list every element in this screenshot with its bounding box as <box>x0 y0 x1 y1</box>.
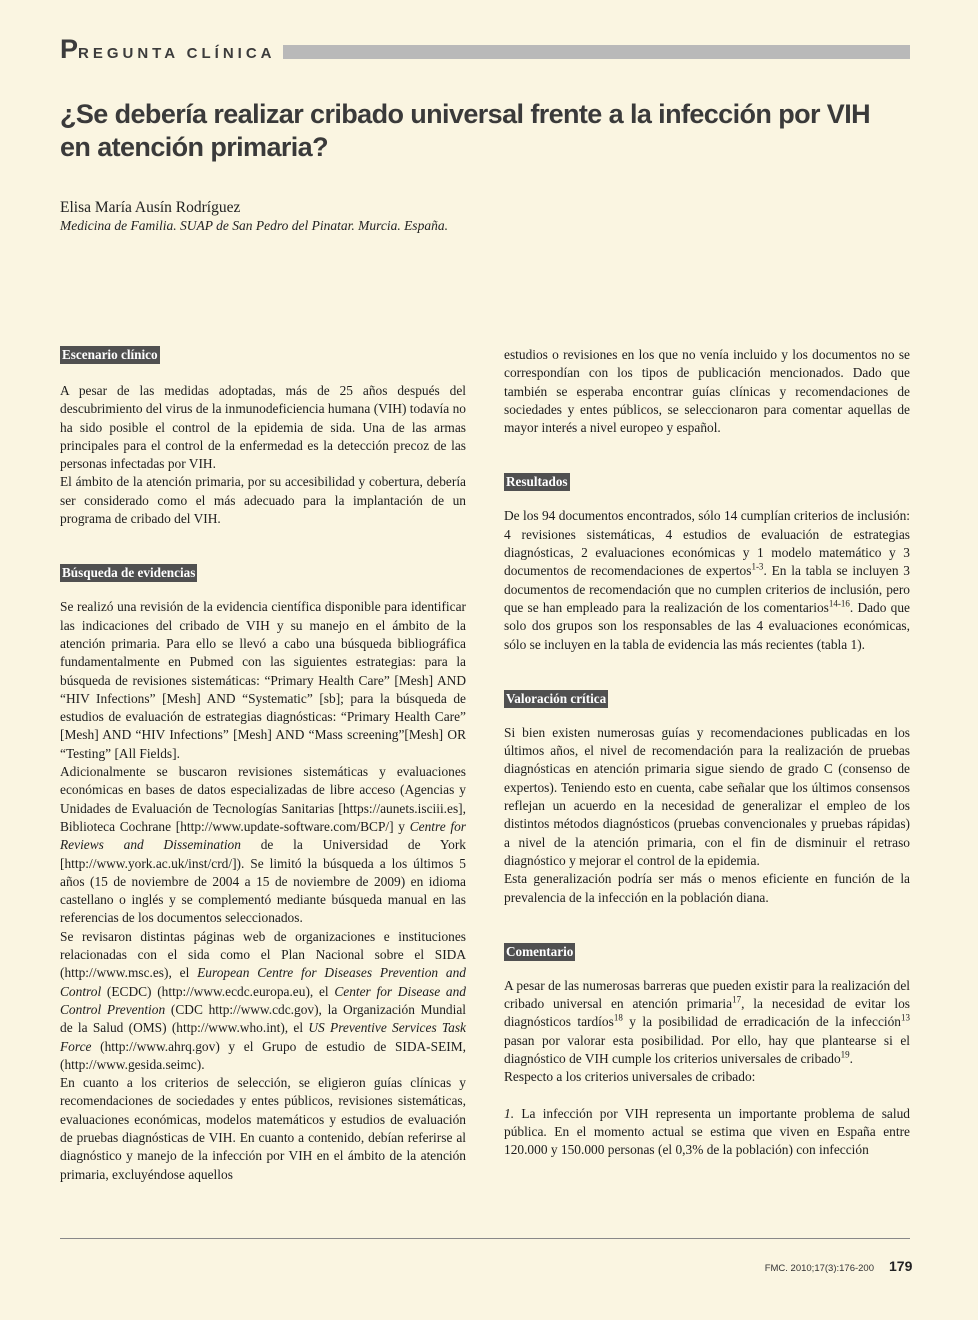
section-label-rest: REGUNTA CLÍNICA <box>78 45 276 62</box>
valoracion-paragraph-1: Si bien existen numerosas guías y recomendaciones publicadas en los últimos años, el nivel de recomendación para la realización de pruebas diagnósticas en atención primaria sigue siendo de grado C (consenso de expertos). Teniendo esto en cuenta, cabe señalar que los últimos consensos reflejan un acuerdo en la necesidad de generalizar el empleo de los distintos métodos diagnósticos (pruebas convencionales y pruebas rápidas) a nivel de la atención primaria, con el fin de disminuir el retraso diagnóstico y mejorar el control de la epidemia. <box>504 724 910 868</box>
left-column <box>60 346 466 1184</box>
escenario-paragraph-2: El ámbito de la atención primaria, por su accesibilidad y cobertura, debería ser considerado como el más adecuado para la implantación de un programa de cribado del VIH. <box>60 474 466 527</box>
header-bar <box>283 45 910 59</box>
escenario-paragraph-1: A pesar de las medidas adoptadas, más de 25 años después del descubrimiento del virus de la inmunodeficiencia humana (VIH) todavía no ha sido posible el control de la epidemia de sida. Una de las armas principales para el control de la enfermedad es la detección precoz de las personas infectadas por VIH. <box>60 383 466 472</box>
comentario-paragraph-1: A pesar de las numerosas barreras que pueden existir para la realización del cribado universal en atención primaria$^{17}$, la necesidad de evitar los diagnósticos tardíos$^{18}$ y la posibilidad de erradicación de la infección$^{13}$ pasan por valorar esta posibilidad. Por ello, hay que plantearse si el diagnóstico de VIH cumple los criterios universales de cribado$^{19}$. <box>504 977 910 1067</box>
section-label-initial: P <box>60 34 79 64</box>
busqueda-paragraph-1: Se realizó una revisión de la evidencia científica disponible para identificar las indicaciones del cribado de VIH y su manejo en el ámbito de la atención primaria. Para ello se llevó a cabo una búsqueda bibliográfica fundamentalmente en Pubmed con las siguientes estrategias: para la búsqueda de revisiones sistemáticas: “Primary Health Care” [Mesh] AND “HIV Infections” [Mesh] AND “Systematic” [sb]; para la búsqueda de estudios de evaluación de estrategias diagnósticas: “Primary Health Care” [Mesh] AND “HIV Infections” [Mesh] AND “Mass screening”[Mesh] OR “Testing” [All Fields]. <box>60 599 466 761</box>
busqueda-paragraph-2: Adicionalmente se buscaron revisiones sistemáticas y evaluaciones económicas en bases de datos especializadas de libre acceso (Agencias y Unidades de Evaluación de Tecnologías Sanitarias [https://aunets.isciii.es], Biblioteca Cochrane [http://www.update-software.com/BCP/] y Centre for Reviews and Dissemination de la Universidad de York [http://www.york.ac.uk/inst/crd/]). Se limitó la búsqueda a los últimos 5 años (15 de noviembre de 2004 a 15 de noviembre de 2009) en idioma castellano o inglés y se complementó mediante búsqueda manual en las referencias de los documentos seleccionados. <box>60 764 467 926</box>
section-label <box>60 34 276 65</box>
page-number: 179 <box>889 1258 913 1274</box>
busqueda-paragraph-4: En cuanto a los criterios de selección, se eligieron guías clínicas y recomendaciones de sociedades y entes públicos, revisiones sistemáticas, evaluaciones económicas, modelos matemáticos y estudios de evaluación de pruebas diagnósticas de VIH. En cuanto a contenido, debían referirse al diagnóstico y manejo de la infección por VIH en el ámbito de la atención primaria, excluyéndose aquellos <box>60 1075 466 1182</box>
resultados-heading: Resultados <box>506 474 568 490</box>
author-name: Elisa María Ausín Rodríguez <box>60 199 241 216</box>
resultados-paragraph: De los 94 documentos encontrados, sólo 14 cumplían criterios de inclusión: 4 revisiones sistemáticas, 4 estudios de evaluación de estrategias diagnósticas, 2 evaluaciones económicas y 1 modelo matemático y 3 documentos de recomendaciones de expertos$^{1-3}$. En la tabla se incluyen 3 documentos de recomendación que no cumplen criterios de inclusión, pero que se han empleado para la realización de los comentarios$^{14-16}$. Dado que solo dos grupos son los responsables de las 4 evaluaciones económicas, sólo se incluyen en la tabla de evidencia las más recientes (tabla 1). <box>504 508 910 652</box>
footer-divider <box>60 1238 910 1239</box>
valoracion-heading: Valoración crítica <box>506 690 607 706</box>
valoracion-paragraph-2: Esta generalización podría ser más o menos eficiente en función de la prevalencia de la infección en la población diana. <box>504 871 910 905</box>
footer-citation: FMC. 2010;17(3):176-200 <box>764 1263 874 1274</box>
article-title: ¿Se debería realizar cribado universal frente a la infección por VIH en atención primaria? <box>60 99 870 162</box>
comentario-heading: Comentario <box>506 943 574 959</box>
comentario-paragraph-3: 1. La infección por VIH representa un importante problema de salud pública. En el momento actual se estima que viven en España entre 120.000 y 150.000 personas (el 0,3% de la población) con infección <box>504 1105 910 1158</box>
author-affiliation: Medicina de Familia. SUAP de San Pedro del Pinatar. Murcia. España. <box>60 218 448 233</box>
comentario-paragraph-2: Respecto a los criterios universales de cribado: <box>504 1069 756 1085</box>
right-column <box>504 346 910 1160</box>
continuation-paragraph: estudios o revisiones en los que no venía incluido y los documentos no se correspondían con los tipos de publicación mencionados. Dado que también se esperaba encontrar guías clínicas y recomendaciones de sociedades y entes públicos, se seleccionaron para comentar aquellas de mayor interés a nivel europeo y español. <box>504 347 910 436</box>
busqueda-heading: Búsqueda de evidencias <box>62 565 196 581</box>
busqueda-paragraph-3: Se revisaron distintas páginas web de organizaciones e instituciones relacionadas con el sida como el Plan Nacional sobre el SIDA (http://www.msc.es), el European Centre for Diseases Prevention and Control (ECDC) (http://www.ecdc.europa.eu), el Center for Disease and Control Prevention (CDC http://www.cdc.gov), la Organización Mundial de la Salud (OMS) (http://www.who.int), el US Preventive Services Task Force (http://www.ahrq.gov) y el Grupo de estudio de SIDA-SEIM, (http://www.gesida.seimc). <box>60 928 466 1072</box>
escenario-heading: Escenario clínico <box>62 347 158 362</box>
